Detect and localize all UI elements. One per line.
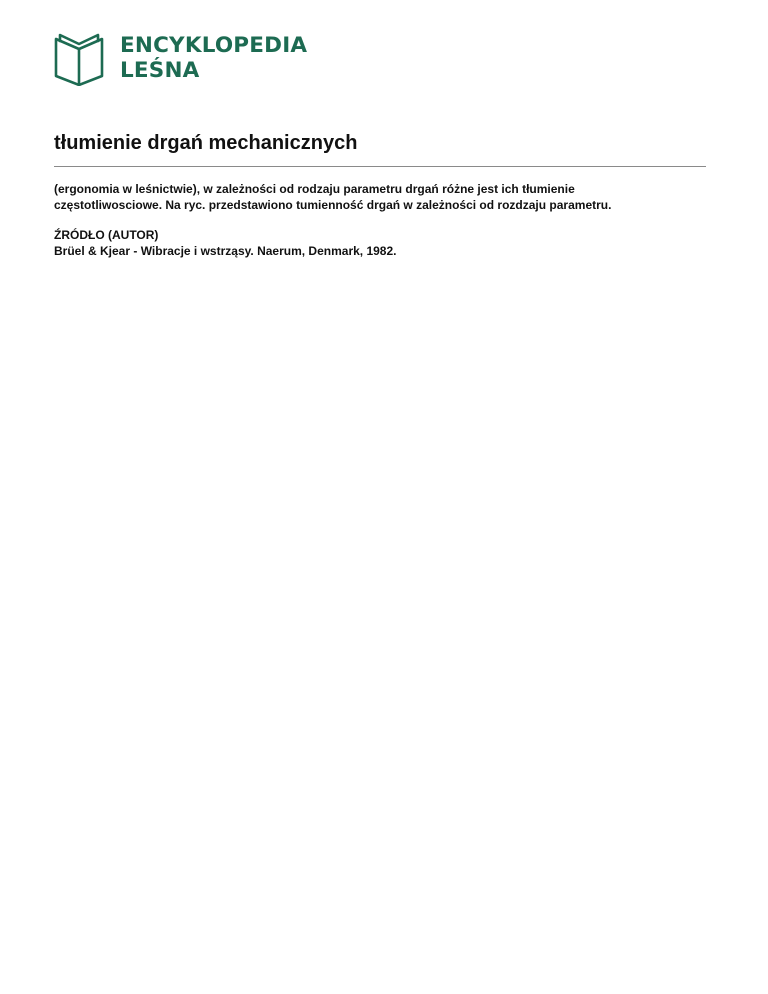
source-section	[54, 227, 396, 259]
source-text: Brüel & Kjear - Wibracje i wstrząsy. Naerum, Denmark, 1982.	[54, 244, 397, 258]
title-divider	[54, 166, 706, 167]
logo-line-1: ENCYKLOPEDIA	[120, 33, 308, 58]
logo-wordmark	[120, 33, 307, 83]
logo-line-2: LEŚNA	[120, 58, 200, 83]
entry-definition	[54, 181, 714, 213]
source-heading: ŹRÓDŁO (AUTOR)	[54, 228, 159, 242]
definition-line-1: (ergonomia w leśnictwie), w zależności od rodzaju parametru drgań różne jest ich tłumienie	[54, 182, 575, 196]
site-logo[interactable]	[54, 32, 307, 86]
definition-line-2: częstotliwosciowe. Na ryc. przedstawiono tumienność drgań w zależności od rozdzaju parametru.	[54, 198, 612, 212]
open-book-icon	[54, 32, 104, 86]
entry-title: tłumienie drgań mechanicznych	[54, 132, 358, 154]
